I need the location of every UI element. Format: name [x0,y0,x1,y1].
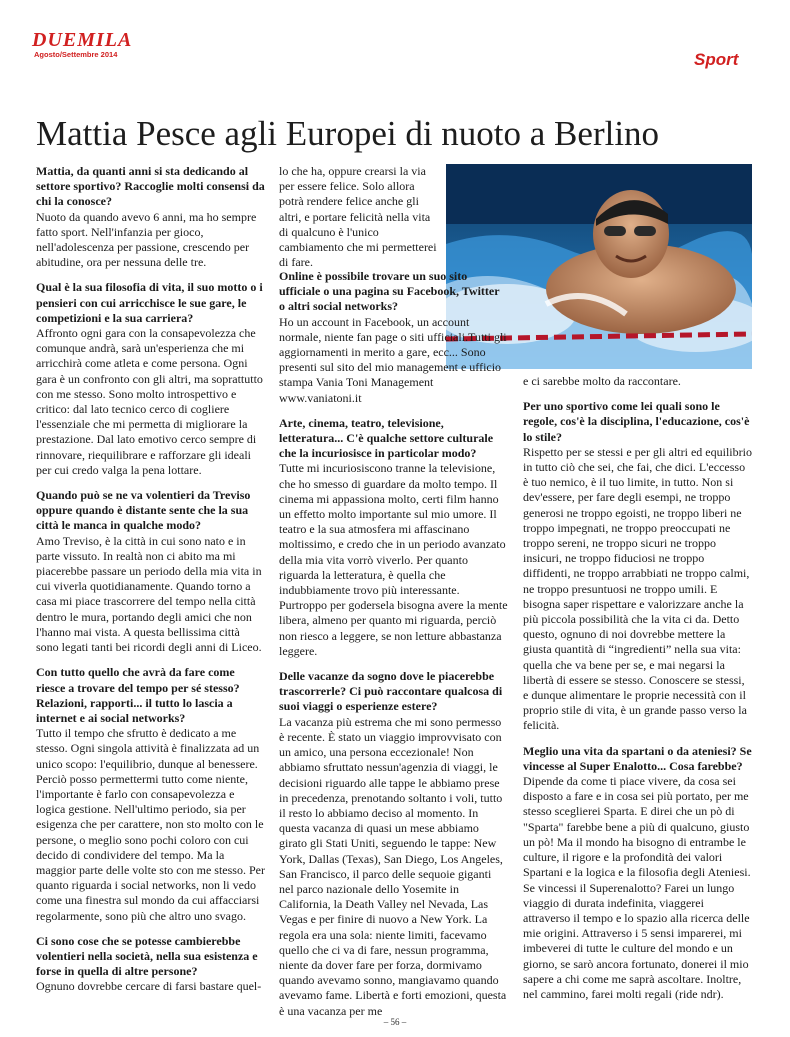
interview-question: Online è possibile trovare un suo sito ufficiale o una pagina su Facebook, Twitter o altri social networks? [279,269,500,314]
interview-answer: e ci sarebbe molto da raccontare. [523,374,681,388]
interview-answer: La vacanza più estrema che mi sono permesso è recente. È stato un viaggio improvvisato con un amico, una persona eccezionale! Non abbiamo sfruttato nessun'agenzia di viaggi, le decisioni riguardo alle tappe le abbiamo prese in precedenza, prenotando soltanto i voli, tutto il resto lo abbiamo deciso al momento. In questa vacanza di quasi un mese abbiamo girato gli Stati Uniti, seguendo le tappe: New York, Dallas (Texas), San Diego, Los Angeles, San Francisco, il parco delle sequoie giganti nel parco nazionale dello Yosemite in California, la Death Valley nel Nevada, Las Vegas e per finire di nuovo a New York. La regola era una sola: niente limiti, facevamo quello che ci va di fare, nessun programma, niente da dover fare per forza, dormivamo quando avevamo sonno, mangiavamo quando avevamo fame. Libertà e forti emozioni, questa è una vacanza per me [279,714,507,1018]
interview-answer: Tutte mi incuriosiscono tranne la televisione, che ho smesso di guardare da molto tempo. Il cinema mi appassiona molto, certi film hanno un effetto molto importante sul mio umore. Il teatro e la sua atmosfera mi affascinano moltissimo, e credo che in un periodo avanzato della mia vita vorrò viverlo. Per quanto riguarda la letteratura, è quella che indubbiamente trovo più interessante. Purtroppo per godersela bisogna avere la mente libera, almeno per quanto mi riguarda, perciò non riesco a leggere, se non letture abbastanza leggere. [279,461,508,658]
issue-date: Agosto/Settembre 2014 [34,50,118,59]
section-label: Sport [694,50,739,69]
interview-question: Delle vacanze da sogno dove le piacerebbe trascorrerle? Ci può raccontare qualcosa di suoi viaggi o esperienze estere? [279,669,503,714]
interview-answer: Amo Treviso, è la città in cui sono nato e in parte vissuto. In realtà non ci abito ma mi piacerebbe passare un periodo della mia vita in cui viverla quotidianamente. Quando torno a casa mi piace trascorrere del tempo nella città dentro le mura, portando degli amici che non l'hanno mai vista. A questa bellissima città sono legati tanti bei ricordi degli anni di Liceo. [36,533,262,655]
interview-answer: Dipende da come ti piace vivere, da cosa sei disposto a fare e in cosa sei più portato, per me stesso sceglierei Sparta. E direi che un pò di "Sparta" farebbe bene a più di qualcuno, giusto un pò! Ma il mondo ha bisogno di entrambe le culture, il rigore e la profondità dei valori Spartani e la logica e la filosofia degli Ateniesi. Se vincessi il Superenalotto? Farei un lungo viaggio di durata indefinita, viaggerei attraverso il tempo e lo spazio alla ricerca delle mie origini. Attraverso i 5 sensi imparerei, mi imbeverei di tutte le culture del mondo e un giorno, se sarò ancora fortunato, donerei il mio sapere a chi come me saprà ascoltare. Inoltre, nel cammino, farei molti regali (ride ndr). [523,774,751,1001]
column-1 [36,164,265,1005]
interview-answer: Nuoto da quando avevo 6 anni, ma ho sempre fatto sport. Nell'infanzia per gioco, nell'adolescenza per passione, crescendo per abitudine, ora per nessuna delle tre. [36,209,257,270]
article-title: Mattia Pesce agli Europei di nuoto a Berlino [36,114,660,153]
interview-question: Qual è la sua filosofia di vita, il suo motto o i pensieri con cui arricchisce le sue gare, le competizioni e la sua carriera? [36,280,263,325]
interview-answer: Rispetto per se stessi e per gli altri ed equilibrio in tutto ciò che sei, che fai, che dici. L'eccesso è tuo nemico, è il tuo limite, in tutto. Non si dev'essere, per fare degli esempi, ne troppo generosi ne troppo egoisti, ne troppo liberi ne troppo impegnati, ne troppo preoccupati ne troppo sereni, ne troppo sicuri ne troppo insicuri, ne troppo fiduciosi ne troppo diffidenti, ne troppo arrabbiati ne troppo calmi, ne troppo presuntuosi ne troppo umili. E bisogna saper rispettare e valorizzare anche la più piccola possibilità che la vita ci da. Detto questo, ognuno di noi dovrebbe mettere la giusta quantità di “ingredienti” nella sua vita: quella che va bene per se, e mai negarsi la libertà di essere se stesso. Conoscere se stessi, e dunque alimentare le proprie necessità con il proprio stile di vita, è un grande passo verso la felicità. [523,444,752,733]
interview-question: Meglio una vita da spartani o da ateniesi? Se vincesse al Super Enalotto... Cosa farebbe? [523,743,752,773]
interview-question: Ci sono cose che se potesse cambierebbe volentieri nella società, nella sua esistenza e forse in quella di altre persone? [36,933,258,979]
interview-question: Quando può se ne va volentieri da Treviso oppure quando è distante sente che la sua città le manca in qualche modo? [36,488,251,533]
column-2 [279,269,508,1029]
logo-text: DUEMILA [32,29,133,51]
interview-question: Per uno sportivo come lei quali sono le regole, cos'è la disciplina, l'educazione, cos'è lo stile? [523,399,750,444]
page-number: – 56 – [383,1017,407,1027]
interview-answer: Affronto ogni gara con la consapevolezza che comunque andrà, sarà un'esperienza che mi arricchirà come atleta e come persona. Ogni gara è un confronto con gli altri, ma soprattutto con me stesso. Sono molto introspettivo e critico: dal lato tecnico cerco di cogliere l'essenziale che mi permetta di migliorare la prestazione. Dal lato emotivo cerco sempre di rinnovare, riequilibrare e rafforzare gli ideali per cui credo valga la pena lottare. [36,326,263,477]
answer-continuation: lo che ha, oppure crearsi la via per essere felice. Solo allora potrà rendere felice anche gli altri, e portare felicità nella vita di qualcuno è l'unico cambiamento che mi permetterei di fare. [279,164,437,270]
interview-question: Con tutto quello che avrà da fare come riesce a trovare del tempo per sé stesso? Relazioni, rapporti... il tutto lo lascia a internet e ai social networks? [36,665,240,725]
column-2-intro [279,164,439,270]
interview-answer: Ognuno dovrebbe cercare di farsi bastare quel- [36,979,262,994]
interview-question: Mattia, da quanti anni si sta dedicando al settore sportivo? Raccoglie molti consensi da chi la conosce? [36,164,265,209]
interview-answer: Tutto il tempo che sfrutto è dedicato a me stesso. Ogni singola attività è finalizzata ad un unico scopo: l'equilibrio, dunque al benessere. Perciò posso permettermi tutto come niente, l'importante è farlo con consapevolezza e logica gestione. Nell'ultimo periodo, sia per esigenza che per carattere, non sto molto con le persone, o meglio sono pochi coloro con cui decido di condividere del tempo. Ma la maggior parte delle volte sto con me stesso. Per quanto riguarda i social networks, non li vedo come una finestra sul mondo da cui affacciarsi regolarmente, sono più che altro uno svago. [36,726,265,923]
column-3 [523,374,752,1012]
interview-question: Arte, cinema, teatro, televisione, letteratura... C'è qualche settore culturale che la incuriosisce in particolar modo? [279,415,494,461]
interview-answer: Ho un account in Facebook, un account normale, niente fan page o siti ufficiali.Tutti gli aggiornamenti in merito a gare, ecc... Sono presenti sul sito del mio management e ufficio stampa Vania Toni Management www.vaniatoni.it [279,314,507,405]
